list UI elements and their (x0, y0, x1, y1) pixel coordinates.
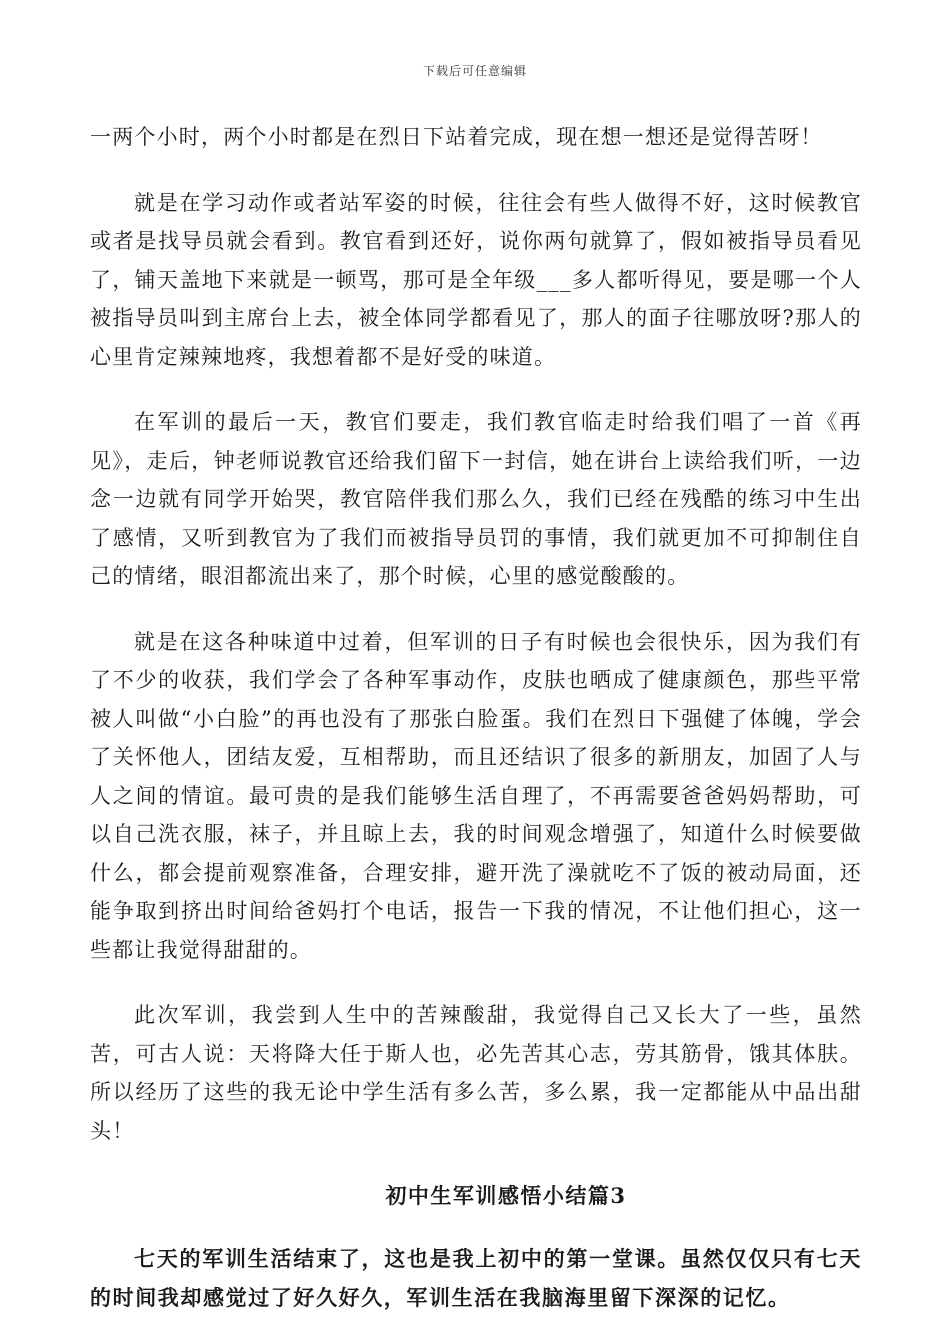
section-title: 初中生军训感悟小结篇3 (385, 1183, 627, 1208)
paragraph-continuation: 一两个小时，两个小时都是在烈日下站着完成，现在想一想还是觉得苦呀！ (90, 125, 823, 149)
section-lead-paragraph: 七天的军训生活结束了，这也是我上初中的第一堂课。虽然仅仅只有七天的时间我却感觉过了好久好久，军训生活在我脑海里留下深深的记忆。 (90, 1246, 862, 1310)
paragraph-last-day: 在军训的最后一天，教官们要走，我们教官临走时给我们唱了一首《再见》，走后，钟老师说教官还给我们留下一封信，她在讲台上读给我们听，一边念一边就有同学开始哭，教官陪伴我们那么久，我们已经在残酷的练习中生出了感情，又听到教官为了我们而被指导员罚的事情，我们就更加不可抑制住自己的情绪，眼泪都流出来了，那个时候，心里的感觉酸酸的。 (90, 410, 862, 588)
paragraph-drill-mistakes: 就是在学习动作或者站军姿的时候，往往会有些人做得不好，这时候教官或者是找导员就会看到。教官看到还好，说你两句就算了，假如被指导员看见了，铺天盖地下来就是一顿骂，那可是全年级___多人都听得见，要是哪一个人被指导员叫到主席台上去，被全体同学都看见了，那人的面子往哪放呀?那人的心里肯定辣辣地疼，我想着都不是好受的味道。 (90, 190, 862, 369)
paragraph-gains: 就是在这各种味道中过着，但军训的日子有时候也会很快乐，因为我们有了不少的收获，我们学会了各种军事动作，皮肤也晒成了健康颜色，那些平常被人叫做“小白脸”的再也没有了那张白脸蛋。我们在烈日下强健了体魄，学会了关怀他人，团结友爱，互相帮助，而且还结识了很多的新朋友，加固了人与人之间的情谊。最可贵的是我们能够生活自理了，不再需要爸爸妈妈帮助，可以自己洗衣服，袜子，并且晾上去，我的时间观念增强了，知道什么时候要做什么，都会提前观察准备，合理安排，避开洗了澡就吃不了饭的被动局面，还能争取到挤出时间给爸妈打个电话，报告一下我的情况，不让他们担心，这一些都让我觉得甜甜的。 (90, 629, 862, 962)
document-body (90, 118, 862, 1344)
page-header: 下载后可任意编辑 (422, 64, 527, 78)
paragraph-conclusion: 此次军训，我尝到人生中的苦辣酸甜，我觉得自己又长大了一些，虽然苦，可古人说：天将降大任于斯人也，必先苦其心志，劳其筋骨，饿其体肤。所以经历了这些的我无论中学生活有多么苦，多么累，我一定都能从中品出甜头！ (90, 1003, 862, 1143)
